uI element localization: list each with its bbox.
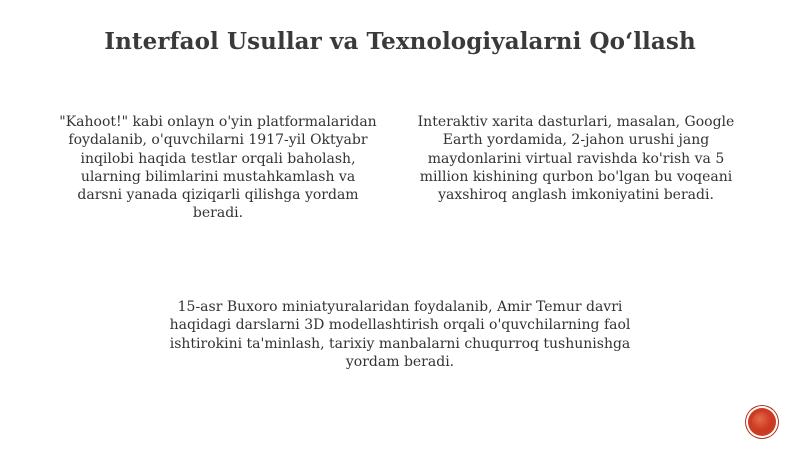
paragraph-miniatures: 15-asr Buxoro miniatyuralaridan foydalanib, Amir Temur davri haqidagi darslarni 3D modellashtirish orqali o'quvchilarning faol ishtirokini ta'minlash, tarixiy manbalarni chuqurroq tushunishga yordam beradi. (169, 299, 631, 370)
circle-icon (752, 412, 772, 432)
paragraph-interactive-map: Interaktiv xarita dasturlari, masalan, Google Earth yordamida, 2-jahon urushi jang maydonlarini virtual ravishda ko'rish va 5 million kishining qurbon bo'lgan bu voqeani yaxshiroq anglash imkoniyatini beradi. (417, 114, 735, 204)
paragraph-kahoot: "Kahoot!" kabi onlayn o'yin platformalaridan foydalanib, o'quvchilarni 1917-yil Oktyabr inqilobi haqida testlar orqali baholash, ularning bilimlarini mustahkamlash va darsni yanada qiziqarli qilishga yordam beradi. (59, 114, 377, 222)
slide-title: Interfaol Usullar va Texnologiyalarni Qo‘llash (104, 28, 696, 55)
next-slide-button[interactable] (748, 408, 776, 436)
